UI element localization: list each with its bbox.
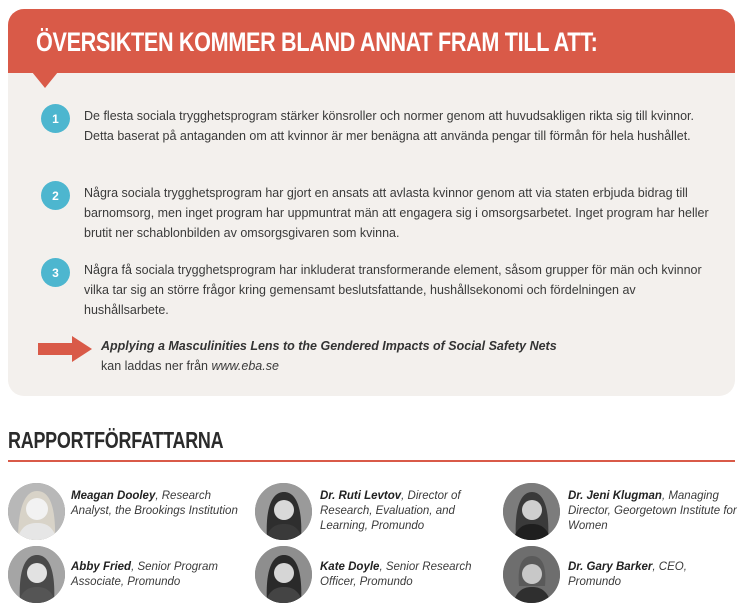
avatar-ruti-levtov bbox=[255, 483, 312, 540]
author-name: Dr. Gary Barker bbox=[568, 561, 653, 573]
avatar-kate-doyle bbox=[255, 546, 312, 603]
author-name: Kate Doyle bbox=[320, 561, 380, 573]
item-text-2: Några sociala trygghetsprogram har gjort en ansats att avlasta kvinnor genom att via staten erbjuda bidrag till barnomsorg, men inget program har uppmuntrat män att engagera sig i omsorgsarbetet. Inget program har heller brutit ner schablonbilden av omsorgsgivaren som kvinna. bbox=[84, 186, 709, 240]
item-number-2: 2 bbox=[41, 181, 70, 210]
avatar-gary-barker bbox=[503, 546, 560, 603]
author-ruti-levtov bbox=[320, 489, 490, 534]
author-gary-barker bbox=[568, 560, 738, 590]
avatar-abby-fried bbox=[8, 546, 65, 603]
author-jeni-klugman bbox=[568, 489, 738, 534]
author-role: , Director of Research, Evaluation, and Learning, Promundo bbox=[320, 490, 461, 532]
report-url-link[interactable]: www.eba.se bbox=[211, 359, 279, 373]
author-name: Dr. Ruti Levtov bbox=[320, 490, 402, 502]
avatar-jeni-klugman bbox=[503, 483, 560, 540]
author-role: , Senior Program Associate, Promundo bbox=[71, 561, 218, 588]
author-role: , Managing Director, Georgetown Institute for Women bbox=[568, 490, 737, 532]
report-title: Applying a Masculinities Lens to the Gendered Impacts of Social Safety Nets bbox=[101, 339, 557, 353]
avatar-meagan-dooley bbox=[8, 483, 65, 540]
author-kate-doyle bbox=[320, 560, 490, 590]
overview-title: ÖVERSIKTEN KOMMER BLAND ANNAT FRAM TILL ATT: bbox=[36, 27, 598, 57]
arrow-right-icon bbox=[38, 336, 92, 362]
report-download-line bbox=[101, 359, 279, 373]
report-download-prefix: kan laddas ner från bbox=[101, 359, 212, 373]
author-role: , Research Analyst, the Brookings Institution bbox=[71, 490, 238, 517]
author-name: Dr. Jeni Klugman bbox=[568, 490, 662, 502]
author-role: , Senior Research Officer, Promundo bbox=[320, 561, 472, 588]
authors-divider bbox=[8, 460, 735, 462]
authors-heading: RAPPORTFÖRFATTARNA bbox=[8, 427, 224, 453]
author-name: Meagan Dooley bbox=[71, 490, 156, 502]
item-number-1: 1 bbox=[41, 104, 70, 133]
item-text-3: Några få sociala trygghetsprogram har inkluderat transformerande element, såsom grupper för män och kvinnor vilka tar sig an större frågor kring gemensamt beslutsfattande, hushållsekonomi och fördelningen av hushållsarbete. bbox=[84, 263, 702, 317]
item-text-1: De flesta sociala trygghetsprogram stärker könsroller och normer genom att huvudsakligen rikta sig till kvinnor. Detta baserat på antaganden om att kvinnor är mer benägna att använda pengar till förmån för hela hushållet. bbox=[84, 109, 694, 143]
item-number-3: 3 bbox=[41, 258, 70, 287]
banner-notch bbox=[32, 72, 58, 88]
author-role: , CEO, Promundo bbox=[568, 561, 687, 588]
author-abby-fried bbox=[71, 560, 241, 590]
author-name: Abby Fried bbox=[71, 561, 132, 573]
author-meagan-dooley bbox=[71, 489, 241, 519]
